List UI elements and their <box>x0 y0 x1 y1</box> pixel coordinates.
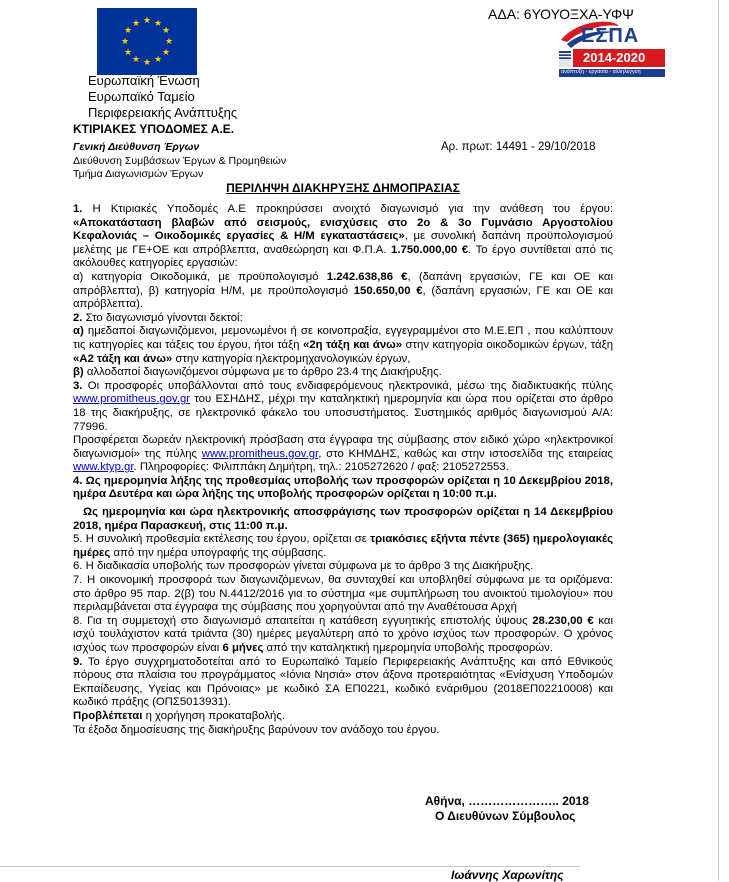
paragraph-11: Τα έξοδα δημοσίευσης της διακήρυξης βαρύνουν τον ανάδοχο του έργου. <box>73 723 440 736</box>
signer-role: Ο Διευθύνων Σύμβουλος <box>435 809 576 823</box>
paragraph-7: 7. Η οικονομική προσφορά των διαγωνιζόμενων, θα συνταχθεί και υποβληθεί σύμφωνα με τα οριζόμενα: στο άρθρο 95 παρ. 2(β) του Ν.4412/2016 για το σύστημα «με συμπλήρωση του ανοικτού τιμολογίου» που περιλαμβάνεται στα έγγραφα της σύμβασης που χορηγούνται από την Αναθέτουσα Αρχή <box>73 574 613 614</box>
svg-text:★: ★ <box>153 19 163 29</box>
division: Διεύθυνση Συμβάσεων Έργων & Προμηθειών <box>73 154 287 167</box>
ada-code: ΑΔΑ: 6ΥΟΥΟΞΧΑ-ΥΦΨ <box>488 6 634 22</box>
company-name: ΚΤΙΡΙΑΚΕΣ ΥΠΟΔΟΜΕΣ Α.Ε. <box>73 122 235 136</box>
svg-text:★: ★ <box>161 26 171 36</box>
espa-name: ΕΣΠΑ <box>581 25 640 47</box>
eu-line: Περιφερειακής Ανάπτυξης <box>88 105 238 120</box>
eu-line: Ευρωπαϊκή Ένωση <box>88 73 200 88</box>
document-body <box>73 203 613 737</box>
signature-block <box>425 794 589 824</box>
page-border-right <box>718 0 719 881</box>
espa-period: 2014-2020 <box>583 50 646 65</box>
section: Τμήμα Διαγωνισμών Έργων <box>73 168 204 180</box>
document-title: ΠΕΡΙΛΗΨΗ ΔΙΑΚΗΡΥΞΗΣ ΔΗΜΟΠΡΑΣΙΑΣ <box>226 181 460 195</box>
svg-text:★: ★ <box>164 37 174 47</box>
protocol-number: Αρ. πρωτ: 14491 - 29/10/2018 <box>441 141 596 153</box>
em-budget: 150.650,00 € <box>353 284 423 297</box>
svg-text:★: ★ <box>131 55 141 65</box>
svg-text:★: ★ <box>123 48 133 58</box>
paragraph-6: 6. Η διαδικασία υποβολής των προσφορών γίνεται σύμφωνα με το άρθρο 3 της Διακήρυξης. <box>73 560 534 573</box>
ktyp-link[interactable]: www.ktyp.gr <box>73 461 134 474</box>
espa-logo <box>557 18 667 78</box>
paragraph-3-access: Προσφέρεται δωρεάν ηλεκτρονική πρόσβαση στα έγγραφα της σύμβασης στον ειδικό χώρο «ηλεκτρονικοί διαγωνισμοί» της πύλης www.promitheus.gov.gr, στο ΚΗΜΔΗΣ, καθώς και στην ιστοσελίδα της εταιρείας www.ktyp.gr. Πληροφορίες: Φιλιππάκη Δημήτρη, τηλ.: 2105272620 / φαξ: 2105272553. <box>73 434 613 474</box>
paragraph-1-categories: α) κατηγορία Οικοδομικά, με προϋπολογισμό 1.242.638,86 €, (δαπάνη εργασιών, ΓΕ και ΟΕ και απρόβλεπτα), β) κατηγορία Η/Μ, με προϋπολογισμό 150.650,00 €, (δαπάνη εργασιών, ΓΕ και ΟΕ και απρόβλεπτα). <box>73 270 613 311</box>
promitheus-link-2[interactable]: www.promitheus.gov.gr <box>201 447 319 460</box>
svg-text:★: ★ <box>142 16 152 26</box>
paragraph-10: Προβλέπεται η χορήγηση προκαταβολής. <box>73 709 285 722</box>
paragraph-4-opening: Ως ημερομηνία και ώρα ηλεκτρονικής αποσφράγισης των προσφορών ορίζεται η 14 Δεκεμβρίου 2018, ημέρα Παρασκευή, στις 11:00 π.μ. <box>73 506 613 532</box>
page-border-bottom <box>0 866 580 867</box>
place-date: Αθήνα, ………………….. 2018 <box>425 794 589 808</box>
total-budget: 1.750.000,00 € <box>391 243 469 256</box>
svg-text:★: ★ <box>142 58 152 68</box>
project-title: «Αποκατάσταση βλαβών από σεισμούς, ενισχύσεις στο 2ο & 3ο Γυμνάσιο Αργοστολίου Κεφαλονιάς – Οικοδομικές εργασίες & Η/Μ εγκαταστάσεις» <box>73 216 613 243</box>
svg-text:★: ★ <box>153 55 163 65</box>
svg-text:★: ★ <box>123 26 133 36</box>
svg-text:★: ★ <box>161 48 171 58</box>
directorate: Γενική Διεύθυνση Έργων <box>73 141 200 153</box>
svg-text:★: ★ <box>131 19 141 29</box>
eu-fund-label <box>88 73 237 121</box>
paragraph-9: 9. Το έργο συγχρηματοδοτείται από το Ευρωπαϊκό Ταμείο Περιφερειακής Ανάπτυξης και από Εθνικούς πόρους στα πλαίσια του προγράμματος «Ιόνια Νησιά» στον άξονα προτεραιότητας «Ενίσχυση Υποδομών Εκπαίδευσης, Υγείας και Πρόνοιας» με κωδικό ΣΑ ΕΠ0221, κωδικό ενάριθμου (2018ΕΠ02210008) και κωδικό πράξης (ΟΠΣ5013931). <box>73 655 613 709</box>
paragraph-2: 2. Στο διαγωνισμό γίνονται δεκτοί: <box>73 311 243 324</box>
eu-flag-logo <box>97 8 197 75</box>
signer-name: Ιωάννης Χαρωνίτης <box>451 868 564 882</box>
eu-line: Ευρωπαϊκό Ταμείο <box>88 89 195 104</box>
guarantee-amount: 28.230,00 € <box>532 614 594 627</box>
promitheus-link[interactable]: www.promitheus.gov.gr <box>73 393 191 406</box>
paragraph-5: 5. Η συνολική προθεσμία εκτέλεσης του έργου, ορίζεται σε τριακόσιες εξήντα πέντε (365) ημερολογιακές ημέρες από την ημέρα υπογραφής της σύμβασης. <box>73 533 613 559</box>
espa-tagline: ανάπτυξη - εργασία - αλληλεγγύη <box>561 69 641 75</box>
building-budget: 1.242.638,86 € <box>326 270 408 283</box>
department-block <box>73 141 286 182</box>
paragraph-1: 1. Η Κτιριακές Υποδομές Α.Ε προκηρύσσει ανοιχτό διαγωνισμό για την ανάθεση του έργου: «Αποκατάσταση βλαβών από σεισμούς, ενισχύσεις στο 2ο & 3ο Γυμνάσιο Αργοστολίου Κεφαλονιάς – Οικοδομικές εργασίες & Η/Μ εγκαταστάσεις», με συνολική δαπάνη προϋπολογισμού μελέτης με ΓΕ+ΟΕ και απρόβλεπτα, αναθεώρηση και Φ.Π.Α. 1.750.000,00 €. Το έργο συντίθεται από τις ακόλουθες κατηγορίες εργασιών: <box>73 203 613 270</box>
paragraph-2a: α) ημεδαποί διαγωνιζόμενοι, μεμονωμένοι ή σε κοινοπραξία, εγγεγραμμένοι στο Μ.Ε.ΕΠ , που καλύπτουν τις κατηγορίες και τάξεις του έργου, ήτοι τάξη «2η τάξη και άνω» στην κατηγορία οικοδομικών έργων, τάξη «Α2 τάξη και άνω» στην κατηγορία ηλεκτρομηχανολογικών έργων, <box>73 325 614 365</box>
paragraph-4: 4. Ως ημερομηνία λήξης της προθεσμίας υποβολής των προσφορών ορίζεται η 10 Δεκεμβρίου 2018, ημέρα Δευτέρα και ώρα λήξης της υποβολής προσφορών ορίζεται η 10:00 π.μ. <box>73 474 613 501</box>
paragraph-2b: β) αλλοδαποί διαγωνιζόμενοι σύμφωνα με το άρθρο 23.4 της Διακήρυξης. <box>73 366 442 379</box>
paragraph-8: 8. Για τη συμμετοχή στο διαγωνισμό απαιτείται η κατάθεση εγγυητικής επιστολής ύψους 28.230,00 € και ισχύ τουλάχιστον κατά τριάντα (30) ημέρες μεγαλύτερη από το χρόνο ισχύος των προσφορών. Ο χρόνος ισχύος των προσφορών είναι 6 μήνες από την καταληκτική ημερομηνία υποβολής προσφορών. <box>73 614 613 654</box>
svg-text:★: ★ <box>120 37 130 47</box>
paragraph-3: 3. Οι προσφορές υποβάλλονται από τους ενδιαφερόμενους ηλεκτρονικά, μέσω της διαδικτυακής πύλης www.promitheus.gov.gr του ΕΣΗΔΗΣ, μέχρι την καταληκτική ημερομηνία και ώρα που ορίζεται στο άρθρο 18 της διακήρυξης, σε ηλεκτρονικό φάκελο του υποσυστήματος. Συστημικός αριθμός διαγωνισμού Α/Α: 77996. <box>73 379 613 433</box>
